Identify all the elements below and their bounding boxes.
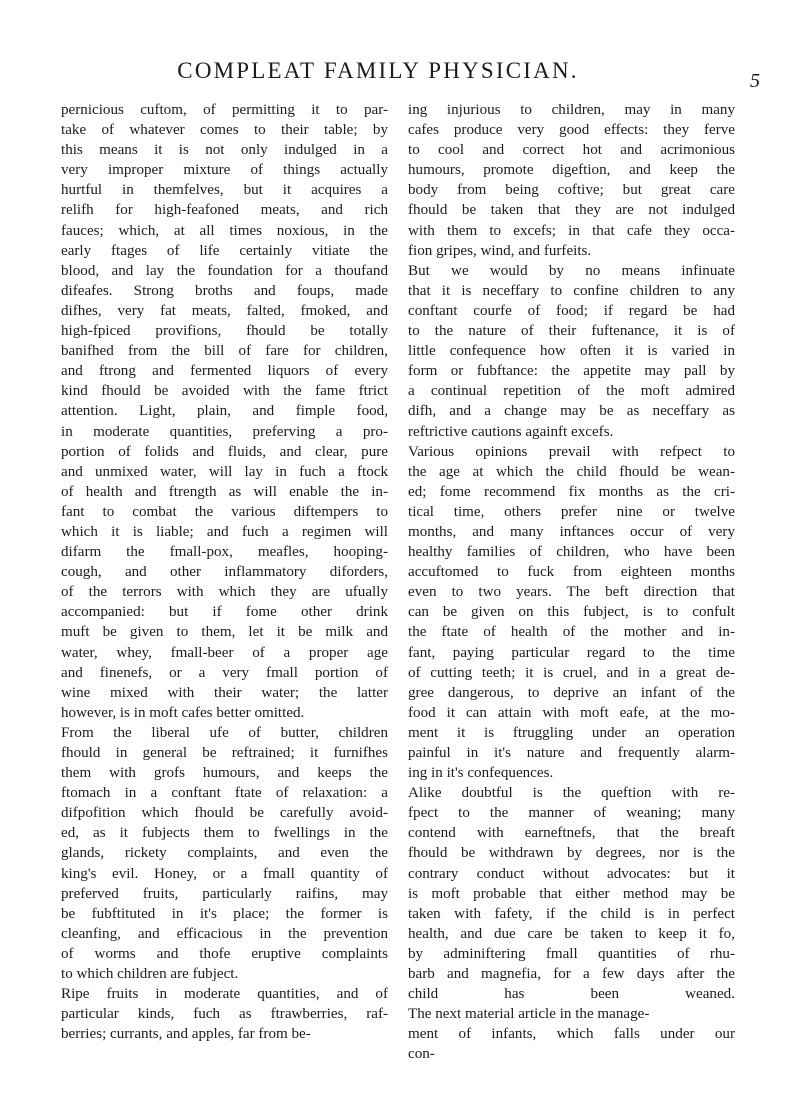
text-line: this means it is not only indulged in a bbox=[61, 142, 388, 159]
text-line: difhes, very fat meats, falted, fmoked, and bbox=[61, 302, 388, 319]
text-line: berries; currants, and apples, far from be- bbox=[61, 1026, 311, 1043]
text-line: ing injurious to children, may in many bbox=[408, 102, 735, 118]
text-line: glands, rickety complaints, and even the bbox=[61, 845, 388, 862]
page-number: 5 bbox=[750, 70, 760, 92]
text-line: kind fhould be avoided with the fame ftrict bbox=[61, 383, 388, 400]
text-line: of cutting teeth; it is cruel, and in a great de- bbox=[408, 664, 735, 681]
text-line: But we would by no means infinuate bbox=[408, 262, 735, 279]
text-line: painful in it's nature and frequently alarm- bbox=[408, 745, 735, 761]
text-line: preferved fruits, particularly raifins, may bbox=[61, 885, 388, 902]
text-line: fhould in general be reftrained; it furnifhes bbox=[61, 745, 388, 761]
text-line: fhould be withdrawn by degrees, nor is the bbox=[408, 845, 735, 862]
text-line: difarm the fmall-pox, meafles, hooping- bbox=[61, 544, 388, 561]
text-line: humours, promote digeftion, and keep the bbox=[408, 162, 735, 179]
text-line: which it is liable; and fuch a regimen will bbox=[61, 523, 388, 540]
text-line: fant to combat the various diftempers to bbox=[61, 503, 388, 520]
text-line: king's evil. Honey, or a fmall quantity of bbox=[61, 865, 388, 882]
text-line: cleanfing, and efficacious in the prevention bbox=[61, 925, 388, 942]
text-line: pernicious cuftom, of permitting it to par- bbox=[61, 102, 388, 118]
text-line: early ftages of life certainly vitiate the bbox=[61, 242, 388, 259]
text-line: fant, paying particular regard to the time bbox=[408, 644, 735, 661]
text-line: relifh for high-feafoned meats, and rich bbox=[61, 202, 388, 219]
text-line: particular kinds, fuch as ftrawberries, raf- bbox=[61, 1006, 388, 1023]
text-line: of worms and thofe eruptive complaints bbox=[61, 945, 388, 962]
text-line: health, and due care be taken to keep it fo, bbox=[408, 925, 735, 942]
text-line: Various opinions prevail with refpect to bbox=[408, 443, 735, 460]
text-line: food it can attain with moft eafe, at the mo- bbox=[408, 704, 735, 721]
text-line: Ripe fruits in moderate quantities, and of bbox=[61, 986, 388, 1003]
text-line: wine mixed with their water; the latter bbox=[61, 684, 388, 701]
text-line: little confequence how often it is varied in bbox=[408, 343, 735, 360]
text-line: even to two years. The beft direction that bbox=[408, 584, 735, 601]
text-line: difpofition which fhould be carefully avoid- bbox=[61, 805, 388, 822]
text-line: form or fubftance: the appetite may pall by bbox=[408, 363, 735, 380]
text-line: barb and magnefia, for a few days after the bbox=[408, 966, 735, 983]
text-line: ftomach in a conftant ftate of relaxation: a bbox=[61, 785, 388, 802]
text-line: conftant courfe of food; if regard be had bbox=[408, 302, 735, 319]
text-line: ed, as it fubjects them to fwellings in the bbox=[61, 825, 388, 842]
text-line: muft be given to them, let it be milk and bbox=[61, 624, 388, 641]
text-line: of the terrors with which they are ufually bbox=[61, 584, 388, 601]
text-line: ing in it's confequences. bbox=[408, 765, 554, 782]
text-line: ment of infants, which falls under our bbox=[408, 1026, 735, 1043]
text-line: fion gripes, wind, and furfeits. bbox=[408, 242, 592, 259]
text-line: by adminiftering fmall quantities of rhu- bbox=[408, 945, 735, 962]
text-line: ed; fome recommend fix months as the cri- bbox=[408, 483, 735, 500]
left-text-column bbox=[61, 100, 388, 1044]
text-line: Alike doubtful is the queftion with re- bbox=[408, 785, 735, 802]
text-line: however, is in moft cafes better omitted. bbox=[61, 704, 305, 721]
text-line: very improper mixture of things actually bbox=[61, 162, 388, 179]
text-line: a continual repetition of the moft admired bbox=[408, 383, 735, 400]
text-line: From the liberal ufe of butter, children bbox=[61, 724, 388, 741]
text-line: healthy families of children, who have been bbox=[408, 544, 735, 561]
text-line: and unmixed water, will lay in fuch a ftock bbox=[61, 463, 388, 480]
text-line: and ftrong and fermented liquors of every bbox=[61, 363, 388, 380]
text-line: child has been weaned. bbox=[408, 986, 735, 1003]
right-text-column bbox=[408, 100, 735, 1065]
text-line: in moderate quantities, preferving a pro- bbox=[61, 423, 388, 440]
text-line: tical time, others prefer nine or twelve bbox=[408, 503, 735, 520]
text-line: fpect to the manner of weaning; many bbox=[408, 805, 735, 822]
text-line: of health and ftrength as will enable the in- bbox=[61, 483, 388, 500]
text-line: taken with fafety, if the child is in perfect bbox=[408, 905, 735, 922]
text-line: blood, and lay the foundation for a thoufand bbox=[61, 262, 388, 279]
text-line: body from being coftive; but great care bbox=[408, 182, 735, 199]
text-line: the age at which the child fhould be wean- bbox=[408, 463, 735, 480]
running-head bbox=[60, 58, 760, 94]
text-line: banifhed from the bill of fare for children, bbox=[61, 343, 388, 360]
text-line: gree dangerous, to deprive an infant of the bbox=[408, 684, 735, 701]
running-title: COMPLEAT FAMILY PHYSICIAN. bbox=[177, 58, 579, 83]
text-line: to which children are fubject. bbox=[61, 966, 239, 983]
text-line: difeafes. Strong broths and foups, made bbox=[61, 282, 388, 299]
text-line: water, whey, fmall-beer of a proper age bbox=[61, 644, 388, 661]
text-line: be fubftituted in it's place; the former is bbox=[61, 905, 388, 922]
text-line: and finenefs, or a very fmall portion of bbox=[61, 664, 388, 681]
text-line: The next material article in the manage- bbox=[408, 1006, 650, 1023]
text-line: reftrictive cautions againft excefs. bbox=[408, 423, 614, 440]
text-line: difh, and a change may be as neceffary as bbox=[408, 403, 735, 420]
text-line: accompanied: but if fome other drink bbox=[61, 604, 388, 621]
text-line: cafes produce very good effects: they ferve bbox=[408, 122, 735, 139]
text-line: fauces; which, at all times noxious, in the bbox=[61, 222, 388, 239]
text-line: contrary conduct without advocates: but it bbox=[408, 865, 735, 882]
text-line: high-fpiced provifions, fhould be totally bbox=[61, 323, 388, 340]
text-line: attention. Light, plain, and fimple food, bbox=[61, 403, 388, 420]
text-line: contend with earneftnefs, that the breaft bbox=[408, 825, 735, 842]
text-line: with them to excefs; in that cafe they occa- bbox=[408, 222, 735, 239]
text-line: fhould be taken that they are not indulged bbox=[408, 202, 735, 219]
text-line: to cool and correct hot and acrimonious bbox=[408, 142, 735, 159]
text-line: is moft probable that either method may be bbox=[408, 885, 735, 902]
text-line: con- bbox=[408, 1046, 435, 1063]
text-line: ment it is ftruggling under an operation bbox=[408, 724, 735, 741]
text-line: accuftomed to fuck from eighteen months bbox=[408, 564, 735, 581]
text-line: months, and many inftances occur of very bbox=[408, 523, 735, 540]
text-line: portion of folids and fluids, and clear, pure bbox=[61, 443, 388, 460]
text-line: can be given on this fubject, is to confult bbox=[408, 604, 735, 621]
text-line: hurtful in themfelves, but it acquires a bbox=[61, 182, 388, 199]
text-line: to the nature of their fuftenance, it is of bbox=[408, 323, 735, 340]
text-line: them with grofs humours, and keeps the bbox=[61, 765, 388, 782]
text-line: the ftate of health of the mother and in- bbox=[408, 624, 735, 641]
text-line: cough, and other inflammatory diforders, bbox=[61, 564, 388, 581]
text-line: take of whatever comes to their table; by bbox=[61, 122, 388, 139]
text-line: that it is neceffary to confine children to any bbox=[408, 282, 735, 299]
